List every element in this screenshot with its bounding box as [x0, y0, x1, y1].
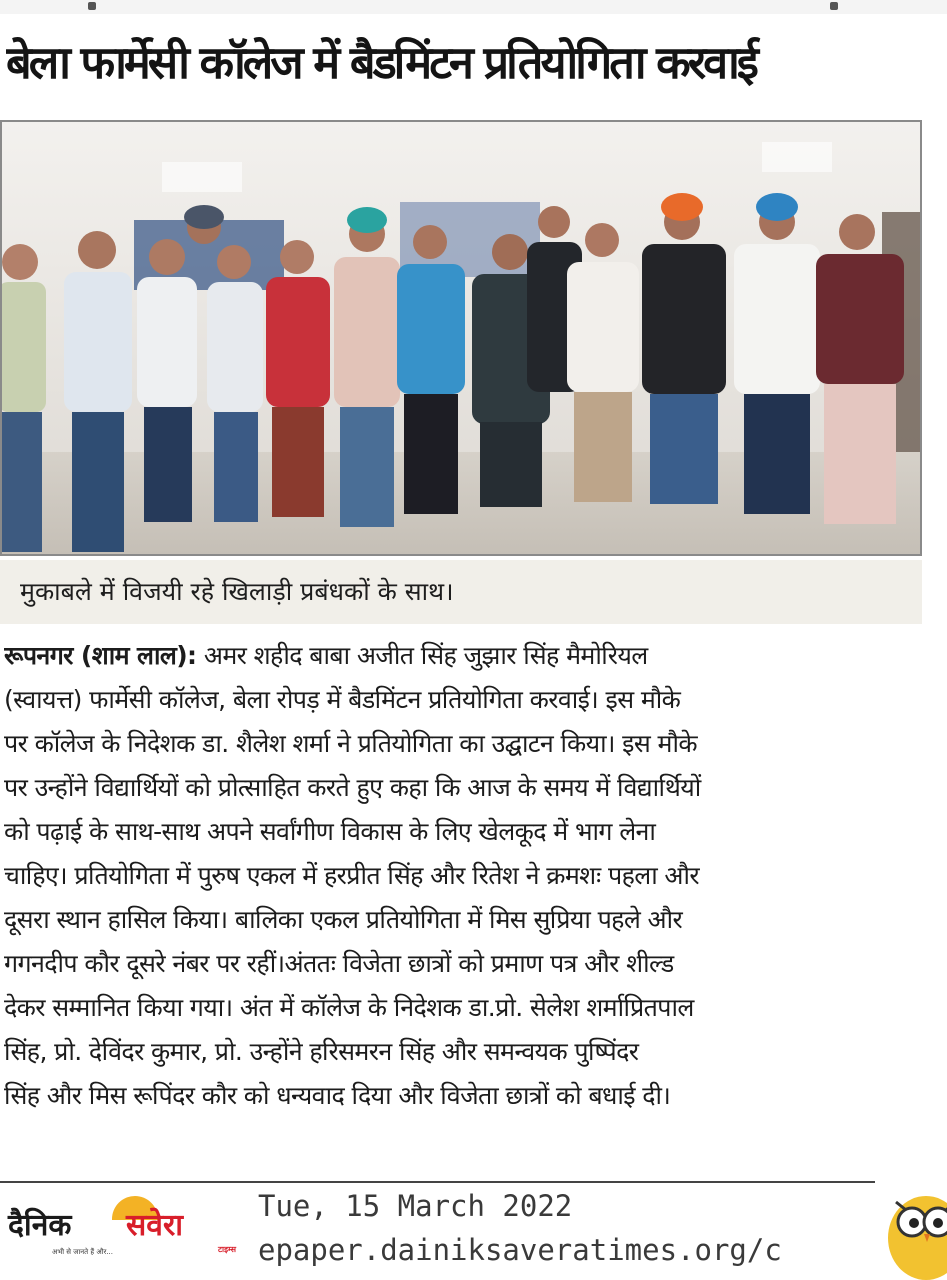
article-line: (स्वायत्त) फार्मेसी कॉलेज, बेला रोपड़ में बैडमिंटन प्रतियोगिता करवाई। इस मौके — [4, 685, 681, 714]
person — [266, 240, 330, 517]
article-line: पर उन्होंने विद्यार्थियों को प्रोत्साहित करते हुए कहा कि आज के समय में विद्यार्थियों — [4, 773, 701, 802]
article-lead: रूपनगर (शाम लाल): — [4, 641, 197, 670]
person — [567, 223, 639, 502]
article-line: को पढ़ाई के साथ-साथ अपने सर्वांगीण विकास के लिए खेलकूद में भाग लेना — [4, 817, 656, 846]
clip-mark — [88, 2, 96, 10]
person — [137, 239, 197, 522]
group-photo-illustration — [2, 122, 920, 554]
person — [816, 214, 904, 524]
person — [2, 244, 46, 552]
newspaper-logo — [8, 1196, 244, 1272]
person — [64, 231, 132, 552]
article-line: गगनदीप कौर दूसरे नंबर पर रहीं।अंततः विजेता छात्रों को प्रमाण पत्र और शील्ड — [4, 949, 674, 978]
logo-word-savera: सवेरा — [126, 1208, 183, 1243]
headline: बेला फार्मेसी कॉलेज में बैडमिंटन प्रतियोगिता करवाई — [6, 36, 756, 89]
edition-date: Tue, 15 March 2022 — [258, 1189, 573, 1223]
logo-times: टाइम्स — [218, 1245, 237, 1254]
photo-caption-box — [0, 560, 922, 624]
article-line: रूपनगर (शाम लाल): अमर शहीद बाबा अजीत सिंह जुझार सिंह मैमोरियल — [4, 641, 648, 670]
article-line: पर कॉलेज के निदेशक डा. शैलेश शर्मा ने प्रतियोगिता का उद्घाटन किया। इस मौके — [4, 729, 697, 758]
logo-word-dainik: दैनिक — [8, 1208, 72, 1243]
logo-tagline: अभी से जानते हैं और... — [52, 1248, 114, 1256]
article-line: सिंह, प्रो. देविंदर कुमार, प्रो. उन्होंने हरिसमरन सिंह और समन्वयक पुष्पिंदर — [4, 1037, 639, 1066]
owl-mascot-icon — [886, 1188, 947, 1280]
article-line: सिंह और मिस रूपिंदर कौर को धन्यवाद दिया और विजेता छात्रों को बधाई दी। — [4, 1081, 671, 1110]
article-body — [4, 634, 938, 1118]
article-line: चाहिए। प्रतियोगिता में पुरुष एकल में हरप्रीत सिंह और रितेश ने क्रमशः पहला और — [4, 861, 700, 890]
article-line: देकर सम्मानित किया गया। अंत में कॉलेज के निदेशक डा.प्रो. सेलेश शर्माप्रितपाल — [4, 993, 694, 1022]
person — [207, 245, 263, 522]
person — [397, 225, 465, 514]
epaper-url[interactable]: epaper.dainiksaveratimes.org/c — [258, 1233, 782, 1267]
footer-divider — [0, 1181, 875, 1183]
article-line: दूसरा स्थान हासिल किया। बालिका एकल प्रतियोगिता में मिस सुप्रिया पहले और — [4, 905, 683, 934]
photo-caption: मुकाबले में विजयी रहे खिलाड़ी प्रबंधकों के साथ। — [20, 577, 454, 606]
clip-mark — [830, 2, 838, 10]
group-photo — [0, 120, 922, 556]
top-strip — [0, 0, 947, 14]
